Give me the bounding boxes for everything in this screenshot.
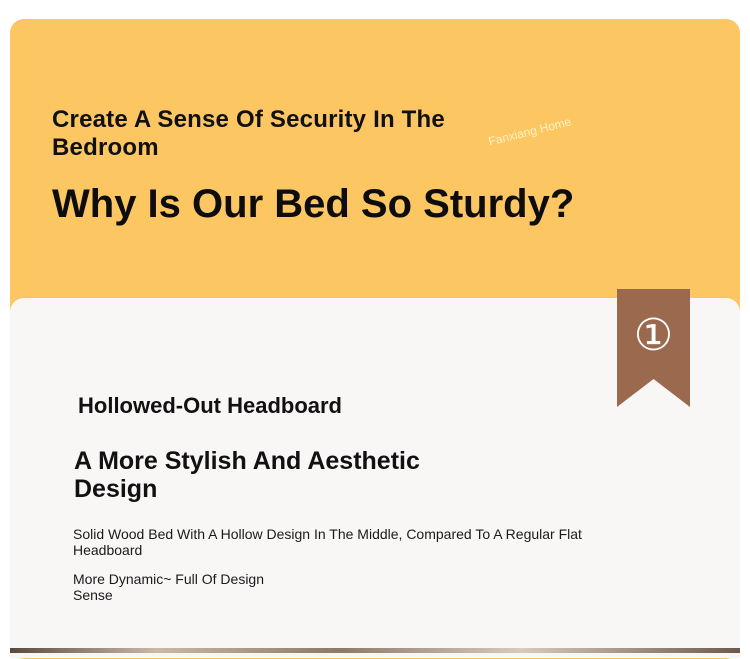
ribbon-number: ① bbox=[633, 310, 674, 361]
product-photo-strip bbox=[10, 648, 740, 653]
hero-title: Why Is Our Bed So Sturdy? bbox=[52, 182, 575, 226]
number-ribbon bbox=[617, 289, 690, 407]
brand-watermark: Fanxiang Home bbox=[487, 114, 573, 149]
hero-subtitle: Create A Sense Of Security In The Bedroom bbox=[52, 106, 445, 161]
feature-description: Solid Wood Bed With A Hollow Design In The Middle, Compared To A Regular Flat Headboard bbox=[73, 526, 582, 558]
feature-heading: A More Stylish And Aesthetic Design bbox=[74, 447, 420, 503]
feature-description-secondary: More Dynamic~ Full Of Design Sense bbox=[73, 571, 265, 603]
feature-title: Hollowed-Out Headboard bbox=[78, 393, 342, 418]
